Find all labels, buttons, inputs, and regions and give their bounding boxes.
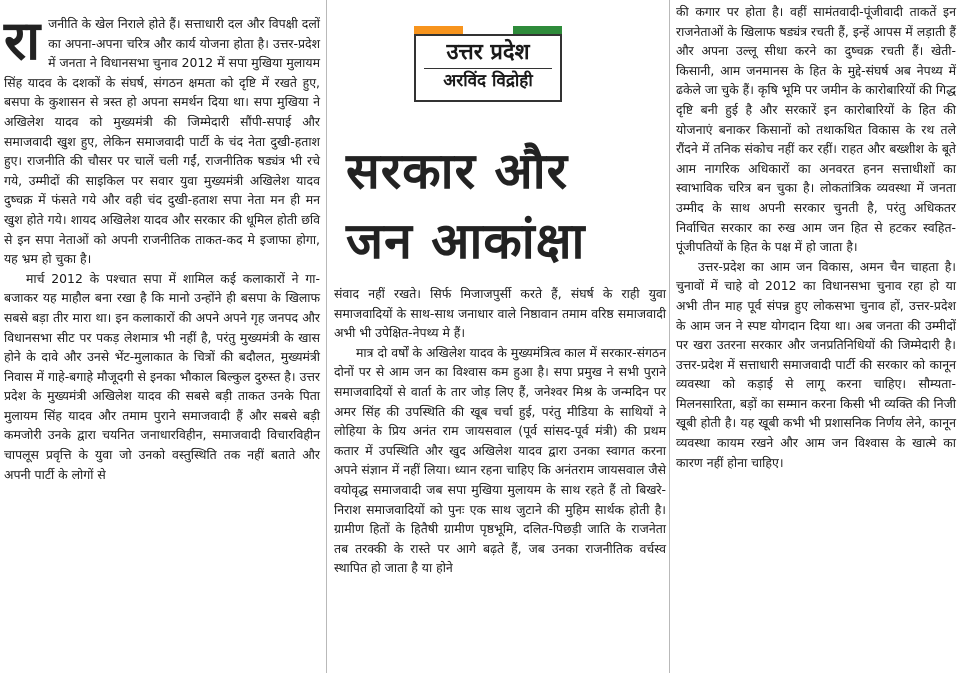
headline <box>346 136 656 276</box>
column-3-paragraph-2: उत्तर-प्रदेश का आम जन विकास, अमन चैन चाहता है। चुनावों में चाहे वो 2012 का विधानसभा चुनाव रहा हो या अभी तीन माह पूर्व संपन्न हुए लोकसभा चुनाव हों, उत्तर-प्रदेश के आम जन ने स्पष्ट योगदान दिया था। अब जनता की उम्मीदों पर खरा उतरना सरकार और जनप्रतिनिधियों की जिम्मेदारी है। उत्तर-प्रदेश में सत्ताधारी समाजवादी पार्टी की सरकार को कानून व्यवस्था को कड़ाई से लागू करना चाहिए। सौम्यता-मिलनसारिता, बड़ों का सम्मान करना किसी भी व्यक्ति की निजी खूबी होती है। यह खूबी कभी भी प्रशासनिक निर्णय लेने, कानून व्यवस्था कायम रखने और आम जन विश्वास के खात्मे का कारण नहीं होना चाहिए। <box>676 258 956 470</box>
article-column-2 <box>334 284 666 578</box>
section-label: उत्तर प्रदेश <box>446 40 530 65</box>
drop-cap: रा <box>4 8 41 72</box>
column-rule-right <box>669 0 670 673</box>
headline-line-2: जन आकांक्षा <box>346 212 586 270</box>
column-1-paragraph-1: जनीति के खेल निराले होते हैं। सत्ताधारी दल और विपक्षी दलों का अपना-अपना चरित्र और कार्य योजना होता है। उत्तर-प्रदेश में जनता ने विधानसभा चुनाव 2012 में सपा मुखिया मुलायम सिंह यादव के दशकों के संघर्ष, संगठन क्षमता को दृष्टि में रखते हुए, बसपा के कुशासन से त्रस्त हो अपना समर्थन दिया था। सपा मुखिया ने अखिलेश यादव को मुख्यमंत्री की जिम्मेदारी सौंपी-सपाई और समाजवादी खुश हुए, लेकिन समाजवादी पार्टी के चंद नेता दुखी-हताश हुए। राजनीति की चौसर पर चालें चली गईं, राजनीतिक षड्यंत्र भी रचे गये, उम्मीदों की साइकिल पर सवार युवा मुख्यमंत्री अखिलेश यादव दुष्चक्र में फंसते गये और वही चंद दुखी-हताश सपा नेता मन ही मन खुश होते गये। शायद अखिलेश यादव और सरकार की धूमिल होती छवि से इन सपा नेताओं को अपनी राजनीतिक ताकत-कद मे इजाफा होगा, यह भ्रम हो चुका है। <box>4 16 320 267</box>
tricolor-saffron <box>414 26 463 34</box>
article-column-1 <box>4 8 320 484</box>
tricolor-strip <box>414 26 562 34</box>
column-1-paragraph-2: मार्च 2012 के पश्चात सपा में शामिल कई कलाकारों ने गा-बजाकर यह माहौल बना रखा है कि मानो उन्होंने ही बसपा के खिलाफ सबसे बड़ा तीर मारा था। इन कलाकारों की अपने अपने गृह जनपद और विधानसभा सीट पर पकड़ लेशमात्र भी नहीं है, परंतु मुख्यमंत्री के खास होने के दावे और उनसे भेंट-मुलाकात के चित्रों की बदौलत, मुख्यमंत्री निवास में गाहे-बगाहे मौजूदगी से इनका भौकाल बिल्कुल दुरुस्त है। उत्तर प्रदेश के मुख्यमंत्री अखिलेश यादव की सबसे बड़ी ताकत उनके पिता मुलायम सिंह यादव और तमाम पुराने समाजवादी हैं और सबसे बड़ी कमजोरी उनके द्वारा चयनित जनाधारविहीन, समाजवादी विचारविहीन चापलूस प्रवृत्ति के युवा जो उनको वस्तुस्थिति तक नहीं बताते और अपनी पार्टी के लोगों से <box>4 270 320 482</box>
headline-line-1: सरकार और <box>346 142 569 200</box>
column-3-paragraph-1: की कगार पर होता है। वहीं सामंतवादी-पूंजीवादी ताकतें इन राजनेताओं के खिलाफ षड्यंत्र रचती हैं, इन्हें आपस में लड़ाती हैं और अपना उल्लू सीधा करने का दुष्चक्र रचती हैं। खेती-किसानी, आम जनमानस के हित के मुद्दे-संघर्ष अब नेपथ्य में ढकेले जा चुके हैं। कृषि भूमि पर जमीन के कारोबारियों की गिद्ध दृष्टि बनी हुई है और सरकारें इन कारोबारियों के हित की योजनाएं बनाकर किसानों को तथाकथित विकास के रथ तले रौंदने में तनिक संकोच नहीं कर रहीं। राहत और बख्शीश के बूते आम नागरिक अधिकारों का अनवरत हनन सत्ताधीशों का स्वाभाविक चरित्र बन चुका है। लोकतांत्रिक व्यवस्था में जनता उम्मीद के साथ अपनी सरकार चुनती है, परंतु अधिकतर निर्वाचित सरकार का रुख आम जन हित से हटकर स्वहित-पूंजीपतियों के हित के पक्ष में हो जाता है। <box>676 4 956 255</box>
column-2-paragraph-1: संवाद नहीं रखते। सिर्फ मिजाजपुर्सी करते हैं, संघर्ष के राही युवा समाजवादियों के साथ-साथ जनाधार वाले निष्ठावान तमाम वरिष्ठ समाजवादी अभी भी उपेक्षित-नेपथ्य मे हैं। <box>334 286 666 341</box>
article-column-3 <box>676 2 956 472</box>
kicker-box <box>414 34 562 102</box>
author-byline: अरविंद विद्रोही <box>424 68 552 93</box>
tricolor-green <box>513 26 562 34</box>
column-2-paragraph-2: मात्र दो वर्षों के अखिलेश यादव के मुख्यमंत्रित्व काल में सरकार-संगठन दोनों पर से आम जन का विश्वास कम हुआ है। सपा प्रमुख ने सभी पुराने समाजवादियों से वार्ता के तार जोड़ लिए हैं, जनेश्वर मिश्र के जन्मदिन पर अमर सिंह की उपस्थिति की खूब चर्चा हुई, परंतु मीडिया के साथियों ने लोहिया के प्रिय अनंत राम जायसवाल (पूर्व सांसद-पूर्व मंत्री) की प्रथम कतार में उपस्थिति और खुद अखिलेश यादव द्वारा उनका स्वागत करना अपने संज्ञान में नहीं लिया। ध्यान रहना चाहिए कि अनंतराम जायसवाल जैसे वयोवृद्ध समाजवादी जब सपा मुखिया मुलायम के साथ रहते हैं तो बिखरे-निराश समाजवादियों को पुनः एक साथ जुटाने की मुहिम सार्थक होती है। ग्रामीण हितों के हितैषी ग्रामीण पृष्ठभूमि, दलित-पिछड़ी जाति के राजनेता तब तरक्की के रास्ते पर आगे बढ़ते हैं, जब उनका राजनीतिक वर्चस्व स्थापित हो जाता है या होने <box>334 344 666 576</box>
tricolor-white <box>463 26 512 34</box>
section-kicker <box>414 26 562 102</box>
column-rule-left <box>326 0 327 673</box>
